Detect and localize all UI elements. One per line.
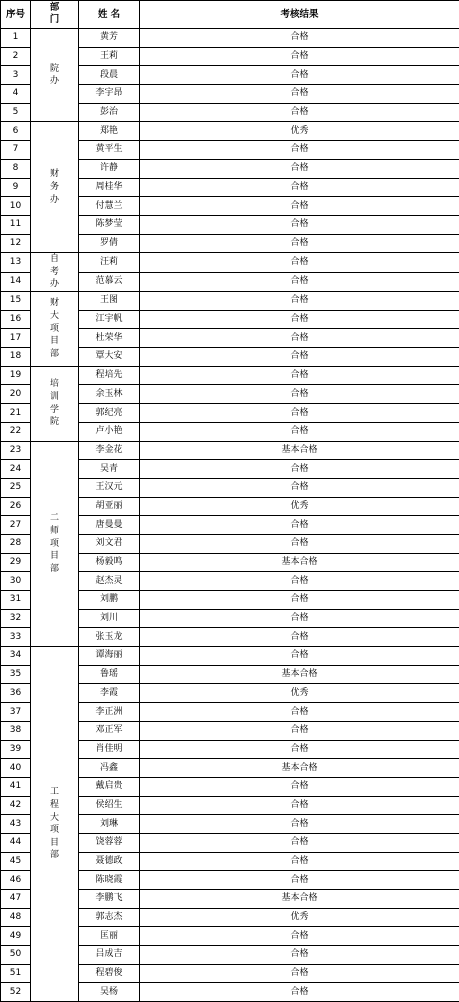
result-cell: 优秀 [140,684,459,703]
row-number: 1 [1,29,31,48]
row-number: 42 [1,796,31,815]
result-cell: 合格 [140,796,459,815]
department-cell [31,292,79,367]
row-number: 45 [1,852,31,871]
row-number: 4 [1,85,31,104]
result-cell: 合格 [140,740,459,759]
name-cell: 汪莉 [79,253,140,272]
result-cell: 合格 [140,366,459,385]
row-number: 19 [1,366,31,385]
row-number: 2 [1,47,31,66]
row-number: 51 [1,964,31,983]
name-cell: 邓正军 [79,721,140,740]
header-result: 考核结果 [140,1,459,29]
result-cell: 合格 [140,852,459,871]
row-number: 23 [1,441,31,460]
name-cell: 刘琳 [79,815,140,834]
result-cell: 合格 [140,927,459,946]
department-label: 院办 [50,63,60,88]
result-cell: 基本合格 [140,759,459,778]
result-cell: 合格 [140,178,459,197]
row-number: 52 [1,983,31,1002]
department-cell [31,253,79,292]
name-cell: 陈晓霞 [79,871,140,890]
name-cell: 匡丽 [79,927,140,946]
name-cell: 程培先 [79,366,140,385]
name-cell: 李宇昂 [79,85,140,104]
result-cell: 合格 [140,572,459,591]
name-cell: 彭治 [79,103,140,122]
name-cell: 赵杰灵 [79,572,140,591]
result-cell: 合格 [140,292,459,311]
row-number: 34 [1,647,31,666]
row-number: 10 [1,197,31,216]
department-cell [31,647,79,1002]
department-cell [31,122,79,253]
result-cell: 合格 [140,141,459,160]
name-cell: 饶蓉蓉 [79,833,140,852]
name-cell: 郭纪亮 [79,404,140,423]
name-cell: 王图 [79,292,140,311]
result-cell: 合格 [140,647,459,666]
name-cell: 李霞 [79,684,140,703]
result-cell: 合格 [140,628,459,647]
name-cell: 侯绍生 [79,796,140,815]
name-cell: 杜荣华 [79,329,140,348]
row-number: 14 [1,272,31,291]
name-cell: 余玉林 [79,385,140,404]
row-number: 22 [1,422,31,441]
result-cell: 合格 [140,815,459,834]
table-row [1,441,459,460]
name-cell: 刘川 [79,609,140,628]
result-cell: 合格 [140,385,459,404]
name-cell: 付慧兰 [79,197,140,216]
header-name: 姓 名 [79,1,140,29]
result-cell: 合格 [140,329,459,348]
row-number: 30 [1,572,31,591]
row-number: 48 [1,908,31,927]
name-cell: 杨毅鸣 [79,553,140,572]
name-cell: 李金花 [79,441,140,460]
result-cell: 合格 [140,272,459,291]
name-cell: 戴启贵 [79,777,140,796]
row-number: 47 [1,890,31,909]
row-number: 11 [1,215,31,234]
department-label: 培训学院 [50,378,60,428]
name-cell: 黄芳 [79,29,140,48]
row-number: 33 [1,628,31,647]
result-cell: 合格 [140,215,459,234]
name-cell: 刘文君 [79,534,140,553]
department-label: 财大项目部 [50,297,60,360]
row-number: 41 [1,777,31,796]
result-cell: 合格 [140,983,459,1002]
name-cell: 卢小艳 [79,422,140,441]
result-cell: 合格 [140,609,459,628]
name-cell: 吴杨 [79,983,140,1002]
name-cell: 郭志杰 [79,908,140,927]
name-cell: 范慕云 [79,272,140,291]
result-cell: 基本合格 [140,553,459,572]
row-number: 46 [1,871,31,890]
row-number: 50 [1,946,31,965]
result-cell: 合格 [140,310,459,329]
row-number: 21 [1,404,31,423]
result-cell: 合格 [140,103,459,122]
header-dept-text: 部门 [50,2,60,25]
name-cell: 吴青 [79,460,140,479]
table-body [1,29,459,1002]
result-cell: 基本合格 [140,665,459,684]
name-cell: 冯鑫 [79,759,140,778]
name-cell: 黄平生 [79,141,140,160]
name-cell: 唐曼曼 [79,516,140,535]
result-cell: 合格 [140,422,459,441]
name-cell: 王汉元 [79,478,140,497]
result-cell: 合格 [140,946,459,965]
result-cell: 合格 [140,234,459,253]
result-cell: 合格 [140,833,459,852]
result-cell: 合格 [140,703,459,722]
header-dept [31,1,79,29]
result-cell: 合格 [140,777,459,796]
table-row [1,122,459,141]
result-cell: 合格 [140,253,459,272]
row-number: 17 [1,329,31,348]
header-row [1,1,459,29]
name-cell: 吕成吉 [79,946,140,965]
row-number: 35 [1,665,31,684]
result-cell: 合格 [140,85,459,104]
result-cell: 合格 [140,197,459,216]
result-cell: 基本合格 [140,441,459,460]
table-row [1,366,459,385]
name-cell: 陈梦莹 [79,215,140,234]
row-number: 26 [1,497,31,516]
row-number: 29 [1,553,31,572]
row-number: 39 [1,740,31,759]
result-cell: 合格 [140,159,459,178]
name-cell: 郑艳 [79,122,140,141]
name-cell: 张玉龙 [79,628,140,647]
row-number: 3 [1,66,31,85]
result-cell: 优秀 [140,497,459,516]
row-number: 43 [1,815,31,834]
row-number: 8 [1,159,31,178]
table-row [1,29,459,48]
result-cell: 合格 [140,460,459,479]
result-cell: 基本合格 [140,890,459,909]
row-number: 9 [1,178,31,197]
name-cell: 谭海丽 [79,647,140,666]
result-cell: 合格 [140,478,459,497]
row-number: 18 [1,348,31,367]
table-row [1,292,459,311]
row-number: 27 [1,516,31,535]
row-number: 40 [1,759,31,778]
department-label: 财务办 [50,168,60,206]
name-cell: 刘鹏 [79,591,140,610]
row-number: 25 [1,478,31,497]
name-cell: 李正洲 [79,703,140,722]
name-cell: 罗倩 [79,234,140,253]
result-cell: 合格 [140,404,459,423]
result-cell: 合格 [140,348,459,367]
row-number: 12 [1,234,31,253]
result-cell: 合格 [140,591,459,610]
header-no: 序号 [1,1,31,29]
name-cell: 江宇帆 [79,310,140,329]
result-cell: 优秀 [140,908,459,927]
result-cell: 合格 [140,66,459,85]
department-label: 二师项目部 [50,512,60,575]
row-number: 44 [1,833,31,852]
result-cell: 合格 [140,534,459,553]
result-cell: 合格 [140,29,459,48]
row-number: 28 [1,534,31,553]
row-number: 32 [1,609,31,628]
result-cell: 优秀 [140,122,459,141]
table-row [1,253,459,272]
result-cell: 合格 [140,721,459,740]
row-number: 13 [1,253,31,272]
table-row [1,647,459,666]
row-number: 20 [1,385,31,404]
name-cell: 胡亚丽 [79,497,140,516]
row-number: 5 [1,103,31,122]
row-number: 36 [1,684,31,703]
result-cell: 合格 [140,47,459,66]
name-cell: 王莉 [79,47,140,66]
department-cell [31,441,79,647]
name-cell: 李鹏飞 [79,890,140,909]
name-cell: 鲁瑶 [79,665,140,684]
row-number: 15 [1,292,31,311]
row-number: 6 [1,122,31,141]
result-cell: 合格 [140,516,459,535]
row-number: 37 [1,703,31,722]
name-cell: 聂德政 [79,852,140,871]
result-cell: 合格 [140,871,459,890]
name-cell: 程碧俊 [79,964,140,983]
row-number: 24 [1,460,31,479]
name-cell: 许静 [79,159,140,178]
row-number: 31 [1,591,31,610]
name-cell: 覃大安 [79,348,140,367]
department-cell [31,29,79,122]
row-number: 16 [1,310,31,329]
row-number: 49 [1,927,31,946]
row-number: 38 [1,721,31,740]
name-cell: 周桂华 [79,178,140,197]
result-cell: 合格 [140,964,459,983]
name-cell: 肖佳明 [79,740,140,759]
name-cell: 段晨 [79,66,140,85]
department-label: 自考办 [50,253,60,291]
row-number: 7 [1,141,31,160]
department-cell [31,366,79,441]
department-label: 工程大项目部 [50,786,60,862]
